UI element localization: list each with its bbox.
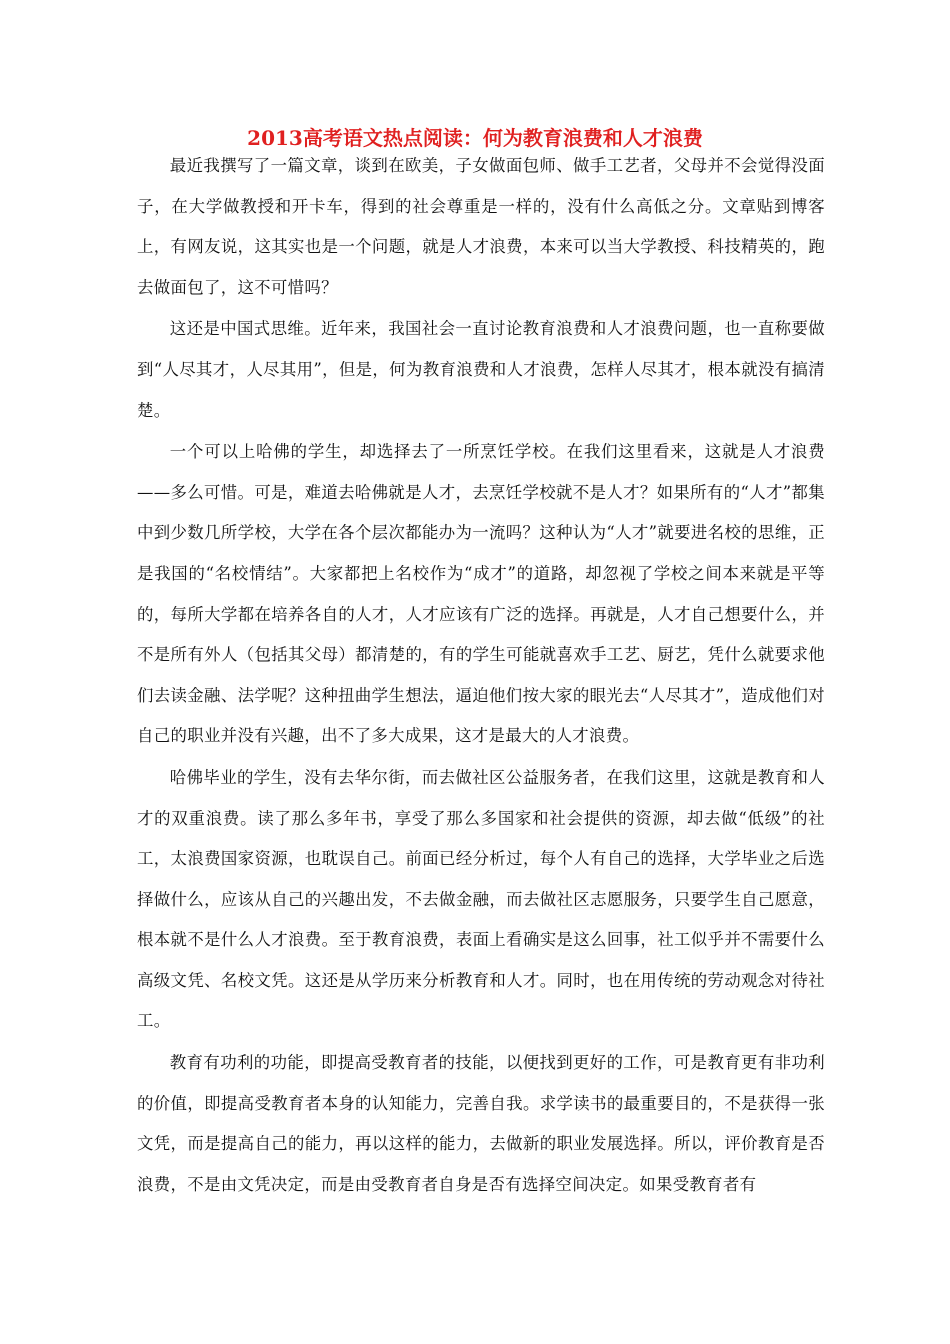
paragraph: 最近我撰写了一篇文章，谈到在欧美，子女做面包师、做手工艺者，父母并不会觉得没面子，在大学做教授和开卡车，得到的社会尊重是一样的，没有什么高低之分。文章贴到博客上，有网友说，这其实也是一个问题，就是人才浪费，本来可以当大学教授、科技精英的，跑去做面包了，这不可惜吗？ [137, 156, 825, 297]
paragraph: 哈佛毕业的学生，没有去华尔街，而去做社区公益服务者，在我们这里，这就是教育和人才的双重浪费。读了那么多年书，享受了那么多国家和社会提供的资源，却去做“低级”的社工，太浪费国家资源，也耽误自己。前面已经分析过，每个人有自己的选择，大学毕业之后选择做什么，应该从自己的兴趣出发，不去做金融，而去做社区志愿服务，只要学生自己愿意，根本就不是什么人才浪费。至于教育浪费，表面上看确实是这么回事，社工似乎并不需要什么高级文凭、名校文凭。这还是从学历来分析教育和人才。同时，也在用传统的劳动观念对待社工。 [137, 767, 825, 1031]
paragraph: 教育有功利的功能，即提高受教育者的技能，以便找到更好的工作，可是教育更有非功利的价值，即提高受教育者本身的认知能力，完善自我。求学读书的最重要目的，不是获得一张文凭，而是提高自己的能力，再以这样的能力，去做新的职业发展选择。所以，评价教育是否浪费，不是由文凭决定，而是由受教育者自身是否有选择空间决定。如果受教育者有 [137, 1053, 825, 1194]
article-body [137, 146, 825, 1206]
paragraph: 这还是中国式思维。近年来，我国社会一直讨论教育浪费和人才浪费问题，也一直称要做到“人尽其才，人尽其用”，但是，何为教育浪费和人才浪费，怎样人尽其才，根本就没有搞清楚。 [137, 319, 825, 420]
paragraph: 一个可以上哈佛的学生，却选择去了一所烹饪学校。在我们这里看来，这就是人才浪费——多么可惜。可是，难道去哈佛就是人才，去烹饪学校就不是人才？如果所有的“人才”都集中到少数几所学校，大学在各个层次都能办为一流吗？这种认为“人才”就要进名校的思维，正是我国的“名校情结”。大家都把上名校作为“成才”的道路，却忽视了学校之间本来就是平等的，每所大学都在培养各自的人才，人才应该有广泛的选择。再就是，人才自己想要什么，并不是所有外人（包括其父母）都清楚的，有的学生可能就喜欢手工艺、厨艺，凭什么就要求他们去读金融、法学呢？这种扭曲学生想法，逼迫他们按大家的眼光去“人尽其才”，造成他们对自己的职业并没有兴趣，出不了多大成果，这才是最大的人才浪费。 [137, 442, 825, 746]
article-title: 2013高考语文热点阅读：何为教育浪费和人才浪费 [247, 126, 703, 150]
